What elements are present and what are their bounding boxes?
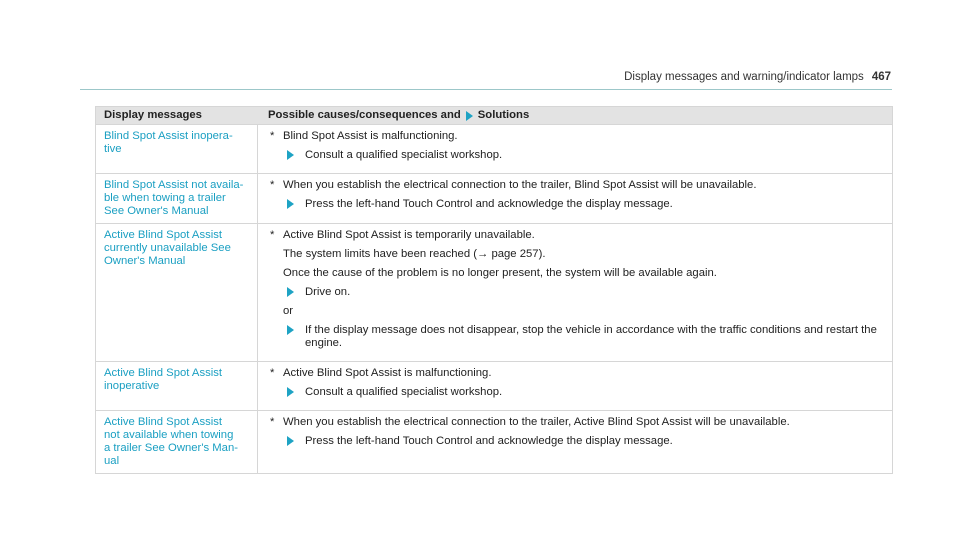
cause-item — [270, 416, 892, 429]
solution-text: Press the left-hand Touch Control and acknowledge the display message. — [305, 198, 673, 210]
display-message: Active Blind Spot Assist inoperative — [96, 362, 258, 410]
solution-step — [283, 386, 892, 399]
display-messages-table — [95, 106, 893, 474]
info-paragraph: The system limits have been reached (→ page 257). — [283, 248, 546, 260]
table-header — [96, 107, 892, 124]
display-message: Active Blind Spot Assist not available when towing a trailer See Owner's Man- ual — [96, 411, 258, 473]
table-row — [96, 223, 892, 361]
arrow-triangle-icon — [287, 387, 294, 397]
table-row — [96, 124, 892, 173]
or-label: or — [283, 305, 294, 317]
solution-step — [283, 324, 892, 350]
cause-item — [270, 367, 892, 380]
header-title: Display messages and warning/indicator lamps — [624, 71, 864, 83]
row-solutions — [258, 174, 892, 223]
row-solutions — [258, 224, 892, 361]
page-number: 467 — [871, 71, 891, 83]
cause-text: When you establish the electrical connection to the trailer, Active Blind Spot Assist will be unavailable. — [283, 416, 790, 428]
solution-text: Consult a qualified specialist workshop. — [305, 386, 503, 398]
table-row — [96, 173, 892, 223]
bullet-star: * — [270, 179, 275, 191]
row-solutions — [258, 411, 892, 473]
col-header-causes-label: Possible causes/consequences and — [268, 109, 461, 121]
table-row — [96, 361, 892, 410]
solution-step — [283, 198, 892, 211]
solution-text: Press the left-hand Touch Control and acknowledge the display message. — [305, 435, 673, 447]
solution-step — [283, 435, 892, 448]
arrow-triangle-icon — [466, 111, 473, 121]
solution-text: If the display message does not disappear, stop the vehicle in accordance with the traffic conditions and restart the engine. — [305, 324, 877, 349]
arrow-triangle-icon — [287, 150, 294, 160]
col-header-causes — [258, 109, 892, 122]
table-row — [96, 410, 892, 473]
info-paragraph: Once the cause of the problem is no longer present, the system will be available again. — [283, 267, 717, 279]
row-solutions — [258, 362, 892, 410]
cause-text: Active Blind Spot Assist is temporarily unavailable. — [283, 229, 535, 241]
cause-item — [270, 130, 892, 143]
bullet-star: * — [270, 130, 275, 142]
cause-text: Active Blind Spot Assist is malfunctioning. — [283, 367, 492, 379]
display-message: Blind Spot Assist not availa- ble when towing a trailer See Owner's Manual — [96, 174, 258, 223]
cause-text: Blind Spot Assist is malfunctioning. — [283, 130, 458, 142]
col-header-solutions-label: Solutions — [477, 109, 530, 121]
display-message: Blind Spot Assist inopera- tive — [96, 125, 258, 173]
bullet-star: * — [270, 229, 275, 241]
arrow-triangle-icon — [287, 287, 294, 297]
bullet-star: * — [270, 367, 275, 379]
arrow-triangle-icon — [287, 436, 294, 446]
page-header — [624, 71, 891, 83]
cause-item — [270, 179, 892, 192]
row-solutions — [258, 125, 892, 173]
solution-step — [283, 149, 892, 162]
solution-step — [283, 286, 892, 299]
header-rule — [80, 89, 892, 90]
cause-text: When you establish the electrical connection to the trailer, Blind Spot Assist will be unavailable. — [283, 179, 757, 191]
col-header-messages: Display messages — [104, 109, 202, 121]
bullet-star: * — [270, 416, 275, 428]
display-message: Active Blind Spot Assist currently unavailable See Owner's Manual — [96, 224, 258, 361]
cause-item — [270, 229, 892, 242]
solution-text: Drive on. — [305, 286, 351, 298]
solution-text: Consult a qualified specialist workshop. — [305, 149, 503, 161]
arrow-triangle-icon — [287, 199, 294, 209]
arrow-triangle-icon — [287, 325, 294, 335]
